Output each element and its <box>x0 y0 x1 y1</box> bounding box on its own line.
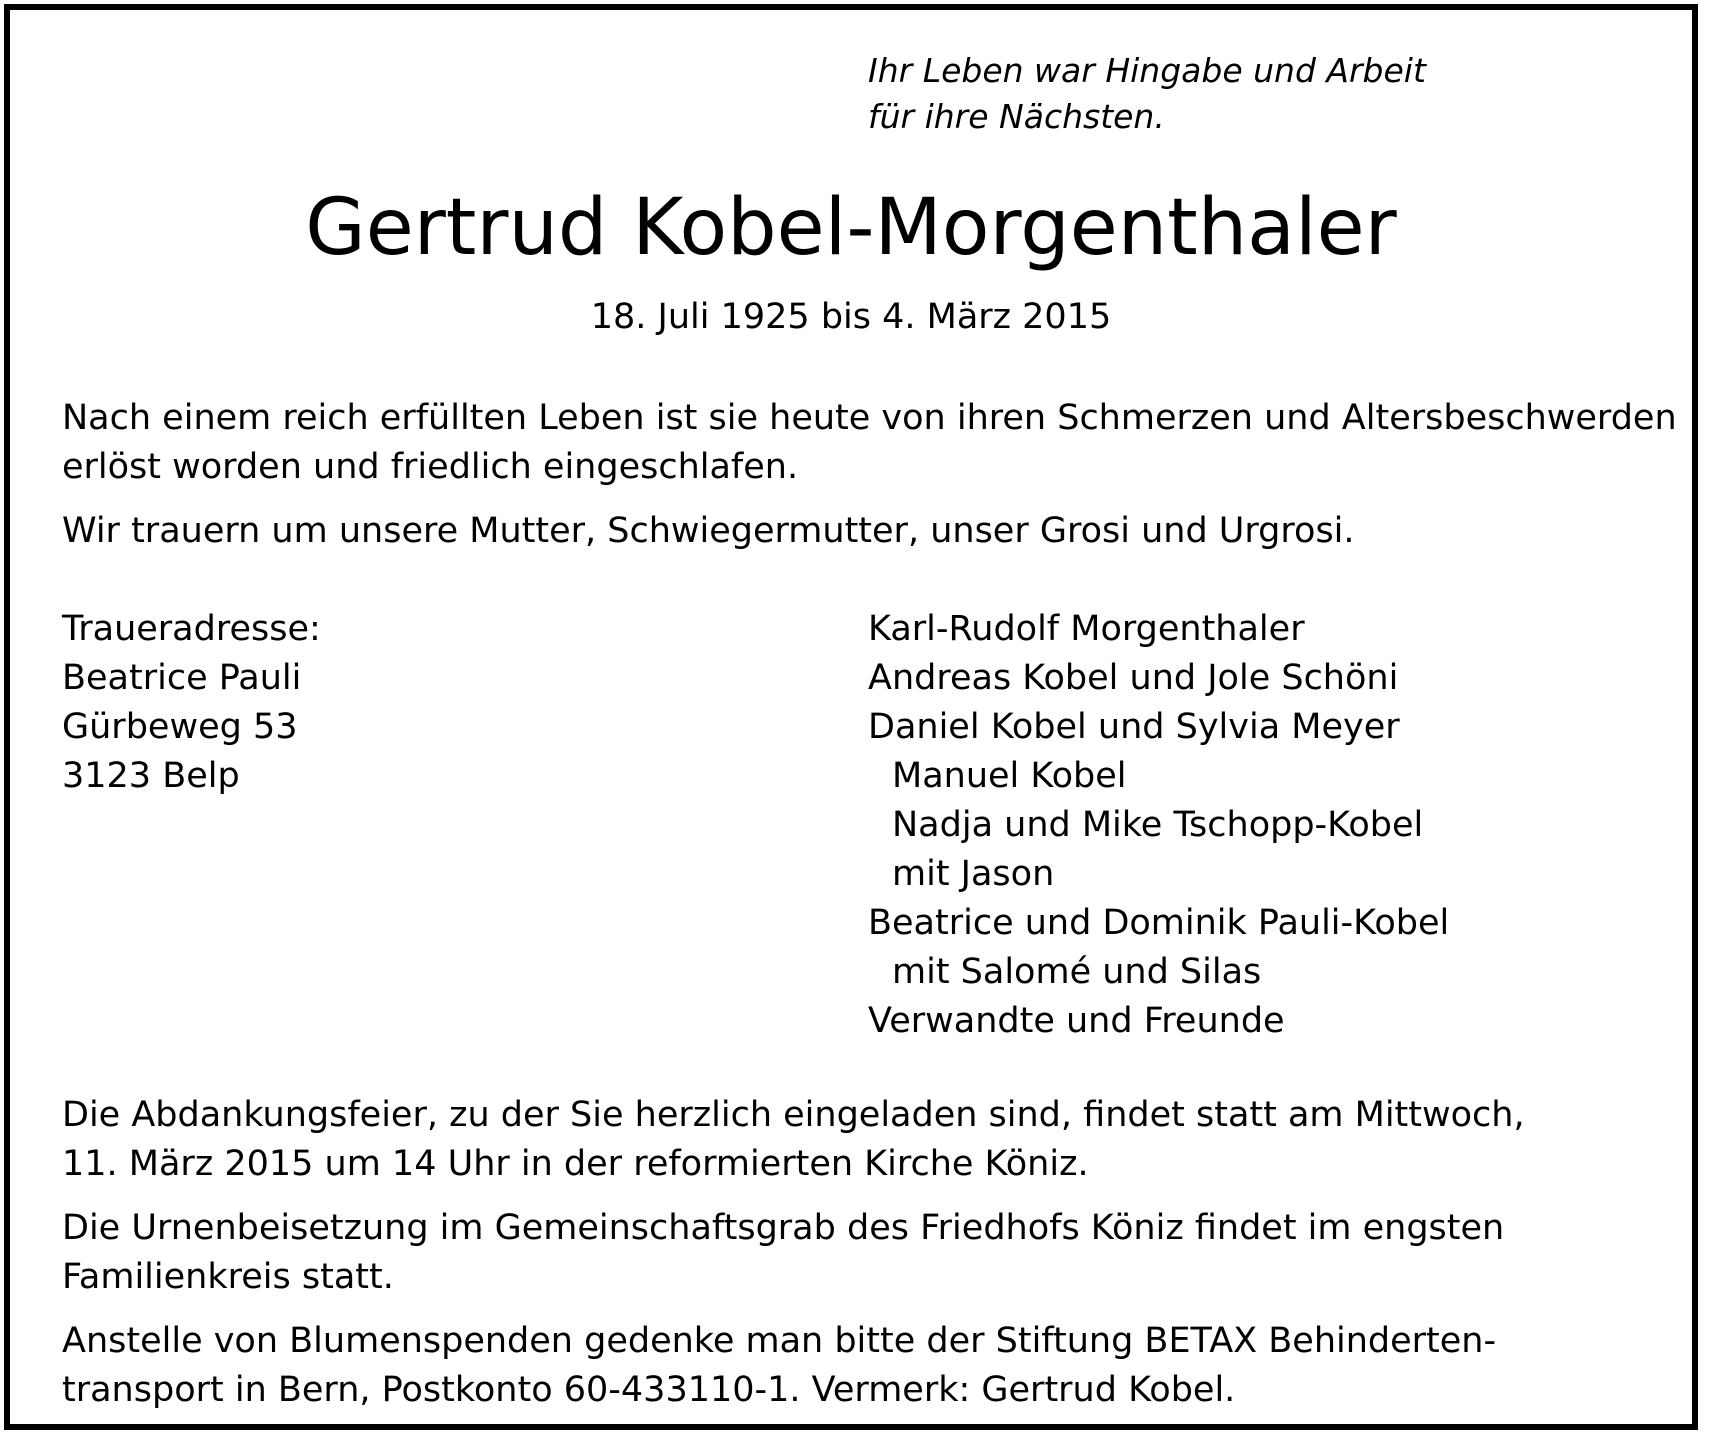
address-name: Beatrice Pauli <box>62 658 302 698</box>
family-member: Manuel Kobel <box>892 756 1127 796</box>
burial-line-1: Die Urnenbeisetzung im Gemeinschaftsgrab des Friedhofs Köniz findet im engsten <box>62 1208 1505 1248</box>
burial-line-2: Familienkreis statt. <box>62 1257 394 1297</box>
family-member: Beatrice und Dominik Pauli-Kobel <box>868 903 1450 943</box>
address-city: 3123 Belp <box>62 756 240 796</box>
family-member: Daniel Kobel und Sylvia Meyer <box>868 707 1400 747</box>
intro-line-1: Nach einem reich erfüllten Leben ist sie heute von ihren Schmerzen und Altersbeschwerden <box>62 398 1677 438</box>
family-member: mit Jason <box>892 854 1055 894</box>
burial-paragraph <box>62 1204 1504 1302</box>
deceased-name: Gertrud Kobel-Morgenthaler <box>305 183 1397 273</box>
motto-line-2: für ihre Nächsten. <box>868 97 1165 136</box>
ceremony-paragraph <box>62 1091 1525 1189</box>
family-member: Karl-Rudolf Morgenthaler <box>868 609 1305 649</box>
intro-paragraph <box>62 394 1677 492</box>
mourning-address <box>62 605 321 801</box>
donation-line-2: transport in Bern, Postkonto 60-433110-1. Vermerk: Gertrud Kobel. <box>62 1370 1236 1410</box>
family-member: Andreas Kobel und Jole Schöni <box>868 658 1399 698</box>
family-list <box>868 605 1449 1046</box>
mourning-paragraph <box>62 507 1355 556</box>
life-dates: 18. Juli 1925 bis 4. März 2015 <box>590 297 1112 337</box>
ceremony-line-1: Die Abdankungsfeier, zu der Sie herzlich eingeladen sind, findet statt am Mittwoch, <box>62 1095 1525 1135</box>
motto-line-1: Ihr Leben war Hingabe und Arbeit <box>868 51 1426 90</box>
obituary-notice <box>4 4 1698 1430</box>
family-member: Nadja und Mike Tschopp-Kobel <box>892 805 1424 845</box>
donation-paragraph <box>62 1317 1496 1415</box>
donation-line-1: Anstelle von Blumenspenden gedenke man bitte der Stiftung BETAX Behinderten- <box>62 1321 1497 1361</box>
address-street: Gürbeweg 53 <box>62 707 298 747</box>
motto-quote <box>868 48 1426 140</box>
intro-line-2: erlöst worden und friedlich eingeschlafen. <box>62 447 799 487</box>
ceremony-line-2: 11. März 2015 um 14 Uhr in der reformierten Kirche Köniz. <box>62 1144 1089 1184</box>
family-member: mit Salomé und Silas <box>892 952 1262 992</box>
mourning-line: Wir trauern um unsere Mutter, Schwiegermutter, unser Grosi und Urgrosi. <box>62 511 1355 551</box>
family-member: Verwandte und Freunde <box>868 1001 1285 1041</box>
address-label: Traueradresse: <box>62 609 321 649</box>
